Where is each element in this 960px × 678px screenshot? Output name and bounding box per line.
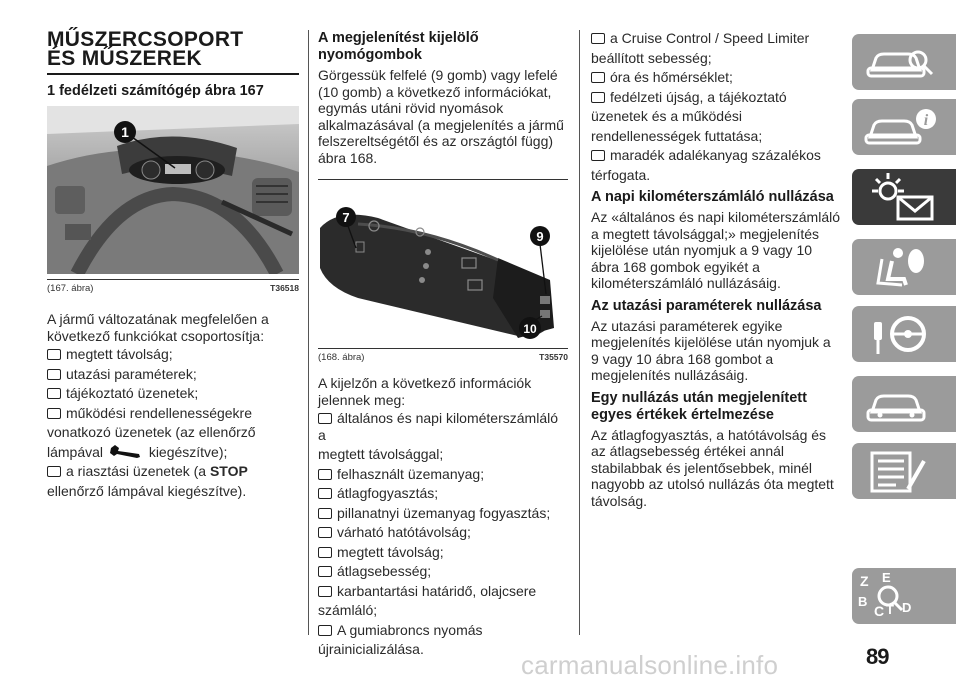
svg-text:E: E (882, 570, 891, 585)
column-3 (591, 30, 841, 509)
subsection-heading: 1 fedélzeti számítógép ábra 167 (47, 83, 264, 99)
checkbox-bullet-icon (318, 413, 332, 424)
list-item: átlagfogyasztás; (318, 485, 568, 502)
column-divider (308, 30, 309, 635)
title-rule (47, 73, 299, 75)
list-item: pillanatnyi üzemanyag fogyasztás; (318, 505, 568, 522)
stop-label: STOP (209, 463, 248, 479)
checkbox-bullet-icon (318, 469, 332, 480)
wrench-icon (109, 445, 143, 459)
tab-car-info[interactable] (852, 99, 956, 155)
list-item: megtett távolság; (47, 346, 299, 363)
watermark: carmanualsonline.info (521, 650, 779, 678)
figure-168 (318, 188, 568, 349)
warning-light-message-icon (852, 169, 956, 225)
fig168-code: T35570 (539, 352, 568, 362)
list-item: felhasznált üzemanyag; (318, 466, 568, 483)
fig168-callout-10: 10 (523, 322, 537, 336)
tab-emergency[interactable] (852, 376, 956, 432)
list-item: a riasztási üzenetek (a STOP (47, 463, 299, 480)
list-item: átlagsebesség; (318, 563, 568, 580)
list-item: maradék adalékanyag százalékos (591, 147, 841, 164)
checkbox-bullet-icon (47, 466, 61, 477)
checkbox-bullet-icon (591, 92, 605, 103)
values-heading: Egy nullázás után megjelenített egyes értékek értelmezése (591, 389, 807, 423)
checkbox-bullet-icon (318, 488, 332, 499)
checkbox-bullet-icon (591, 33, 605, 44)
svg-text:T: T (886, 602, 894, 617)
fig168-callout-9: 9 (536, 229, 544, 244)
tab-index[interactable] (852, 568, 956, 624)
list-item-continuation: üzenetek és a működési (591, 108, 742, 124)
list-item-continuation: térfogata. (591, 166, 651, 183)
list-item-continuation: számláló; (318, 602, 378, 618)
checkbox-bullet-icon (318, 586, 332, 597)
svg-text:B: B (858, 594, 868, 609)
column-divider (579, 30, 580, 635)
figure-167 (47, 106, 299, 280)
tab-maintenance[interactable] (852, 443, 956, 499)
list-item: A gumiabroncs nyomás (318, 622, 568, 639)
section-title-line2: ÉS MŰSZEREK (47, 47, 202, 70)
fig167-caption: (167. ábra) (47, 283, 94, 294)
fig167-caption-row (47, 283, 299, 294)
list-item-continuation: beállított sebesség; (591, 49, 712, 66)
alphabet-index-icon (852, 568, 956, 624)
odometer-reset-paragraph: Az «általános és napi kilométerszámláló a megtett távolsággal;» megjelenítés kijelölése után nyomjuk a 9 vagy 10 ábra 168 gombok egyikét a kilométerszámláló nullázásáig. (591, 209, 841, 291)
odometer-reset-heading: A napi kilométerszámláló nullázása (591, 189, 834, 205)
info-list (318, 410, 568, 658)
maintenance-checklist-icon (852, 443, 956, 499)
tab-safety[interactable] (852, 239, 956, 295)
svg-text:i: i (923, 112, 929, 129)
checkbox-bullet-icon (318, 566, 332, 577)
section-title-line1: MŰSZERCSOPORT (47, 28, 244, 51)
list-item-continuation: rendellenességek futtatása; (591, 127, 763, 144)
car-breakdown-icon (852, 376, 956, 432)
airbag-seat-icon (852, 239, 956, 295)
fig168-caption-row (318, 352, 568, 363)
car-magnifier-icon (852, 34, 956, 90)
car-info-icon (852, 99, 956, 155)
list-item: óra és hőmérséklet; (591, 69, 841, 86)
tab-starting-driving[interactable] (852, 306, 956, 362)
fig168-caption: (168. ábra) (318, 352, 365, 363)
list-item: általános és napi kilométerszámláló a (318, 410, 558, 443)
fig167-callout: 1 (121, 124, 129, 140)
col1-intro: A jármű változatának megfelelően a következő funkciókat csoportosítja: (47, 311, 269, 344)
svg-text:Z: Z (860, 573, 869, 589)
checkbox-bullet-icon (318, 547, 332, 558)
tab-car-search[interactable] (852, 34, 956, 90)
svg-text:C: C (874, 603, 885, 619)
list-item: várható hatótávolság; (318, 524, 568, 541)
list-item: tájékoztató üzenetek; (47, 385, 299, 402)
checkbox-bullet-icon (47, 369, 61, 380)
col2-intro: A kijelzőn a következő információk jelennek meg: (318, 375, 532, 408)
checkbox-bullet-icon (591, 150, 605, 161)
checkbox-bullet-icon (47, 408, 61, 419)
list-item: fedélzeti újság, a tájékoztató (591, 89, 841, 106)
checkbox-bullet-icon (47, 388, 61, 399)
list-item: a Cruise Control / Speed Limiter (591, 30, 841, 47)
buttons-heading: A megjelenítést kijelölő nyomógombok (318, 30, 479, 63)
checkbox-bullet-icon (318, 508, 332, 519)
column-1 (47, 30, 299, 499)
list-item-continuation: újrainicializálása. (318, 641, 424, 657)
list-item: megtett távolság; (318, 544, 568, 561)
list-item-continuation: vonatkozó üzenetek (az ellenőrző (47, 424, 256, 440)
checkbox-bullet-icon (318, 527, 332, 538)
list-item-continuation: ellenőrző lámpával kiegészítve). (47, 482, 247, 499)
values-paragraph: Az átlagfogyasztás, a hatótávolság és az átlagsebesség értékei annál stabilabbak és jelentősebbek, minél nagyobb az utolsó nullázás óta megtett távolság. (591, 426, 834, 509)
dashboard-photo (47, 106, 299, 274)
column-2 (318, 30, 568, 658)
list-item: karbantartási határidő, olajcsere (318, 583, 568, 600)
fig168-callout-7: 7 (342, 210, 350, 225)
tab-warning-lights[interactable] (852, 169, 956, 225)
fig167-code: T36518 (270, 283, 299, 293)
checkbox-bullet-icon (318, 625, 332, 636)
page-number: 89 (866, 644, 889, 669)
key-steering-wheel-icon (852, 306, 956, 362)
figure-top-rule (318, 179, 568, 180)
trip-reset-heading: Az utazási paraméterek nullázása (591, 297, 822, 314)
svg-text:D: D (902, 600, 912, 615)
list-item-continuation: lámpával kiegészítve); (47, 443, 228, 460)
stalk-photo (318, 188, 568, 343)
list-item-continuation: megtett távolsággal; (318, 446, 444, 462)
buttons-paragraph: Görgessük felfelé (9 gomb) vagy lefelé (10 gomb) a következő információkat, egymás utáni rövid nyomások alkalmazásával (a megjelenítés a jármű felszereltségétől és az országtól függ) ábra 168. (318, 67, 564, 166)
trip-reset-paragraph: Az utazási paraméterek egyike megjelenítés kijelölése után nyomjuk a 9 vagy 10 ábra 168 gombot a megjelenítés nullázásáig. (591, 317, 831, 383)
list-item: utazási paraméterek; (47, 366, 299, 383)
info-list-continued (591, 30, 841, 183)
checkbox-bullet-icon (591, 72, 605, 83)
checkbox-bullet-icon (47, 349, 61, 360)
list-item: működési rendellenességekre (47, 405, 299, 422)
